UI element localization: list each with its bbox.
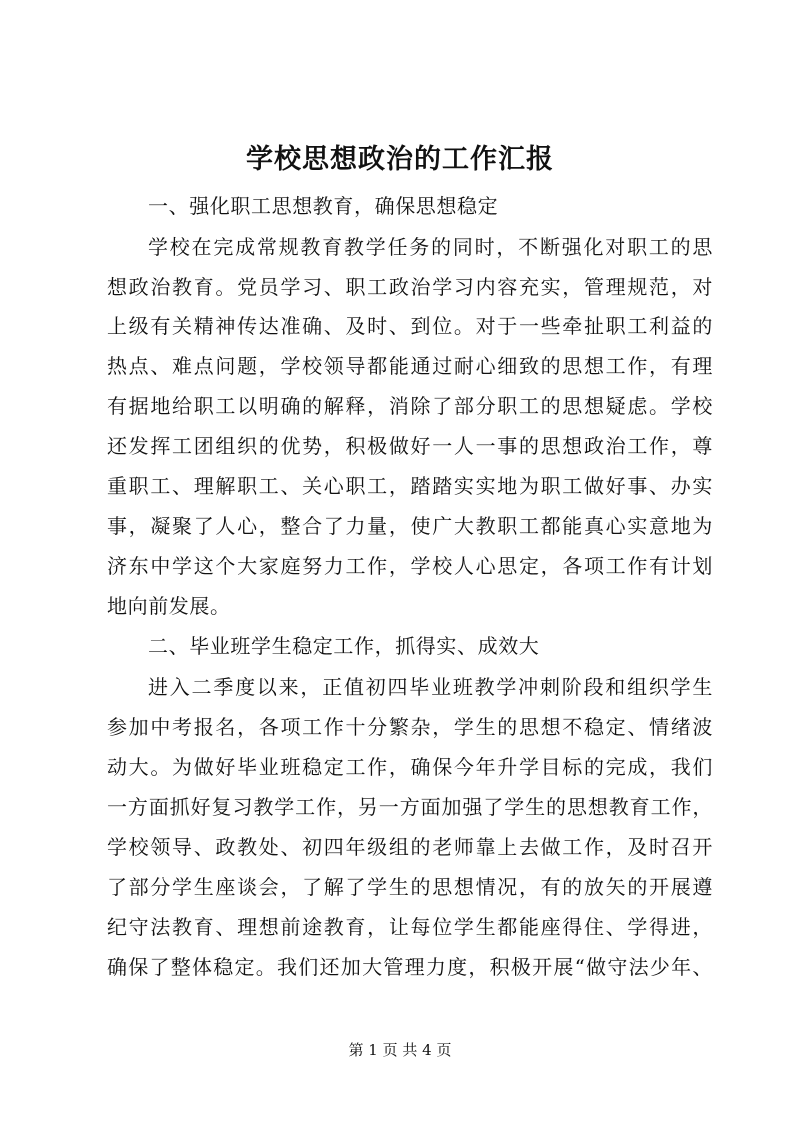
paragraph-line: 有据地给职工以明确的解释，消除了部分职工的思想疑虑。学校 xyxy=(107,394,713,418)
paragraph-line: 还发挥工团组织的优势，积极做好一人一事的思想政治工作，尊 xyxy=(107,434,713,458)
paragraph-line: 济东中学这个大家庭努力工作，学校人心思定，各项工作有计划 xyxy=(107,554,713,578)
paragraph-line: 确保了整体稳定。我们还加大管理力度，积极开展“做守法少年、 xyxy=(107,955,713,979)
paragraph-line: 地向前发展。 xyxy=(107,594,231,618)
paragraph-line: 动大。为做好毕业班稳定工作，确保今年升学目标的完成，我们 xyxy=(107,755,713,779)
paragraph-line: 纪守法教育、理想前途教育，让每位学生都能座得住、学得进， xyxy=(107,915,713,939)
paragraph-line: 热点、难点问题，学校领导都能通过耐心细致的思想工作，有理 xyxy=(107,354,713,378)
paragraph-line: 学校在完成常规教育教学任务的同时，不断强化对职工的思 xyxy=(148,235,713,259)
paragraph-line: 事，凝聚了人心，整合了力量，使广大教职工都能真心实意地为 xyxy=(107,514,713,538)
section-heading-1: 一、强化职工思想教育，确保思想稳定 xyxy=(148,194,499,218)
document-title: 学校思想政治的工作汇报 xyxy=(246,144,554,175)
page-number-footer: 第 1 页 共 4 页 xyxy=(348,1041,452,1059)
paragraph-line: 参加中考报名，各项工作十分繁杂，学生的思想不稳定、情绪波 xyxy=(107,715,713,739)
paragraph-line: 学校领导、政教处、初四年级组的老师靠上去做工作，及时召开 xyxy=(107,835,713,859)
paragraph-line: 重职工、理解职工、关心职工，踏踏实实地为职工做好事、办实 xyxy=(107,474,713,498)
section-heading-2: 二、毕业班学生稳定工作，抓得实、成效大 xyxy=(148,634,540,658)
paragraph-line: 上级有关精神传达准确、及时、到位。对于一些牵扯职工利益的 xyxy=(107,314,713,338)
paragraph-line: 一方面抓好复习教学工作，另一方面加强了学生的思想教育工作， xyxy=(107,795,713,819)
paragraph-line: 进入二季度以来，正值初四毕业班教学冲刺阶段和组织学生 xyxy=(148,675,713,699)
paragraph-line: 了部分学生座谈会，了解了学生的思想情况，有的放矢的开展遵 xyxy=(107,875,713,899)
paragraph-line: 想政治教育。党员学习、职工政治学习内容充实，管理规范，对 xyxy=(107,275,713,299)
